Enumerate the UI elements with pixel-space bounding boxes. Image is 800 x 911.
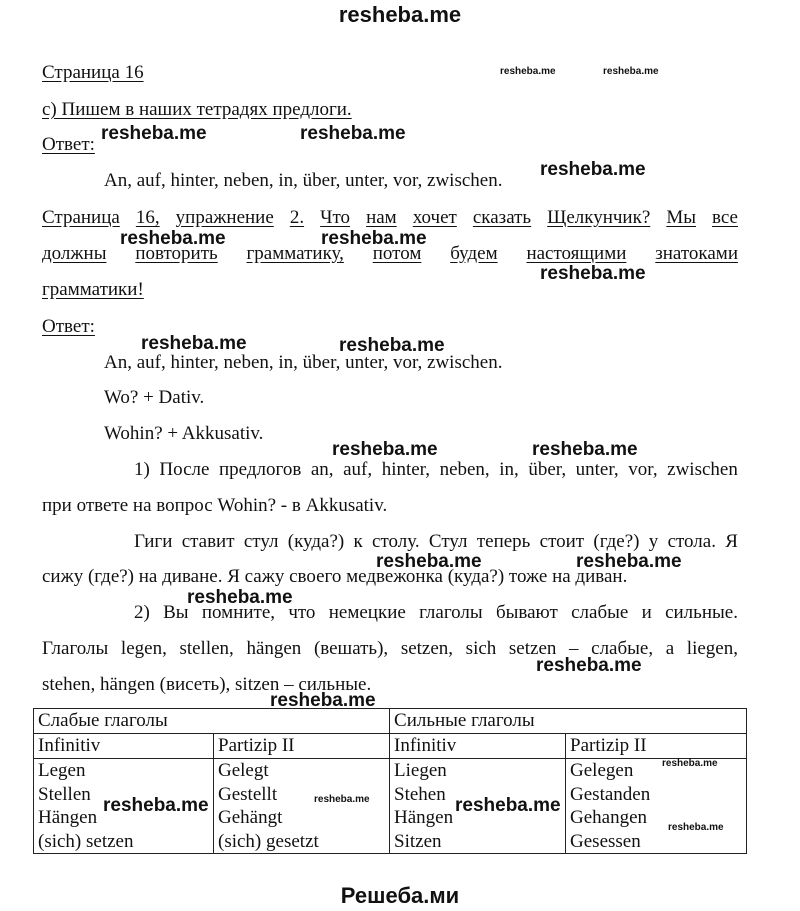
watermark: resheba.me: [300, 123, 406, 144]
watermark: resheba.me: [500, 66, 556, 77]
table-cell-text: Hängen: [394, 807, 454, 828]
table-cell-text: Gestanden: [570, 783, 651, 805]
watermark: resheba.me: [187, 587, 293, 608]
table-cell-text: Stellen: [38, 783, 91, 805]
wohin-akkusativ: Wohin? + Akkusativ.: [104, 423, 264, 444]
watermark: resheba.me: [270, 690, 376, 711]
task-text: c) Пишем в наших тетрадях предлоги.: [42, 99, 352, 120]
strong-partizip-cell: [566, 759, 747, 854]
table-cell-text: Stehen: [394, 783, 446, 805]
rule-2-line-2: Глаголы legen, stellen, hängen (вешать), setzen, sich setzen – слабые, а liegen,: [42, 638, 738, 659]
strong-partizip-header: Partizip II: [566, 734, 747, 759]
watermark: resheba.me: [536, 655, 642, 676]
watermark: resheba.me: [332, 439, 438, 460]
rule-2-line-1: 2) Вы помните, что немецкие глаголы бывают слабые и сильные.: [134, 602, 738, 623]
table-cell-text: Gesessen: [570, 830, 641, 852]
table-cell-text: Gelegt: [218, 760, 269, 781]
watermark: resheba.me: [314, 794, 370, 805]
table-cell-text: (sich) setzen: [38, 830, 134, 852]
watermark: resheba.me: [339, 335, 445, 356]
table-cell-text: Gestellt: [218, 783, 278, 805]
site-footer: Решеба.ми: [340, 883, 460, 908]
site-header: resheba.me: [338, 2, 462, 27]
weak-verbs-header: Слабые глаголы: [34, 709, 390, 734]
strong-verbs-header: Сильные глаголы: [390, 709, 747, 734]
prepositions-list-2: An, auf, hinter, neben, in, über, unter, vor, zwischen.: [104, 352, 503, 373]
watermark: resheba.me: [540, 159, 646, 180]
table-cell-text: Legen: [38, 760, 86, 781]
weak-partizip-cell: [214, 759, 390, 854]
rule-2-line-3: stehen, hängen (висеть), sitzen – сильные.: [42, 674, 372, 695]
rule-1-line-1: 1) После предлогов an, auf, hinter, neben, in, über, unter, vor, zwischen: [134, 459, 738, 480]
wo-dativ: Wo? + Dativ.: [104, 387, 205, 408]
watermark: resheba.me: [141, 333, 247, 354]
table-cell-text: Gehängt: [218, 807, 283, 828]
example-line-1: Гиги ставит стул (куда?) к столу. Стул теперь стоит (где?) у стола. Я: [134, 531, 738, 552]
example-line-2: сижу (где?) на диване. Я сажу своего медвежонка (куда?) тоже на диван.: [42, 566, 628, 587]
table-cell-text: Gehangen: [570, 807, 648, 828]
watermark: resheba.me: [120, 228, 226, 249]
watermark: resheba.me: [668, 822, 724, 833]
watermark: resheba.me: [455, 795, 561, 816]
watermark: resheba.me: [321, 228, 427, 249]
watermark: resheba.me: [540, 263, 646, 284]
exercise-title-line-3: грамматики!: [42, 279, 144, 300]
watermark: resheba.me: [103, 795, 209, 816]
table-cell-text: Sitzen: [394, 830, 442, 852]
watermark: resheba.me: [662, 758, 718, 769]
table-cell-text: Hängen: [38, 807, 98, 828]
strong-infinitiv-header: Infinitiv: [390, 734, 566, 759]
exercise-title-line-1: Страница 16, упражнение 2. Что нам хочет сказать Щелкунчик? Мы все: [42, 207, 738, 228]
page-label: Страница 16: [42, 62, 144, 83]
watermark: resheba.me: [603, 66, 659, 77]
verbs-table: [33, 708, 747, 854]
table-cell-text: (sich) gesetzt: [218, 830, 319, 852]
weak-infinitiv-header: Infinitiv: [34, 734, 214, 759]
prepositions-list: An, auf, hinter, neben, in, über, unter, vor, zwischen.: [104, 170, 503, 191]
watermark: resheba.me: [576, 551, 682, 572]
table-cell-text: Liegen: [394, 760, 447, 781]
rule-1-line-2: при ответе на вопрос Wohin? - в Akkusativ.: [42, 495, 388, 516]
answer-label: Ответ:: [42, 134, 95, 155]
watermark: resheba.me: [532, 439, 638, 460]
weak-partizip-header: Partizip II: [214, 734, 390, 759]
watermark: resheba.me: [101, 123, 207, 144]
watermark: resheba.me: [376, 551, 482, 572]
exercise-title-line-2: должны повторить грамматику, потом будем настоящими знатоками: [42, 243, 738, 264]
table-cell-text: Gelegen: [570, 760, 634, 781]
answer-label-2: Ответ:: [42, 316, 95, 337]
